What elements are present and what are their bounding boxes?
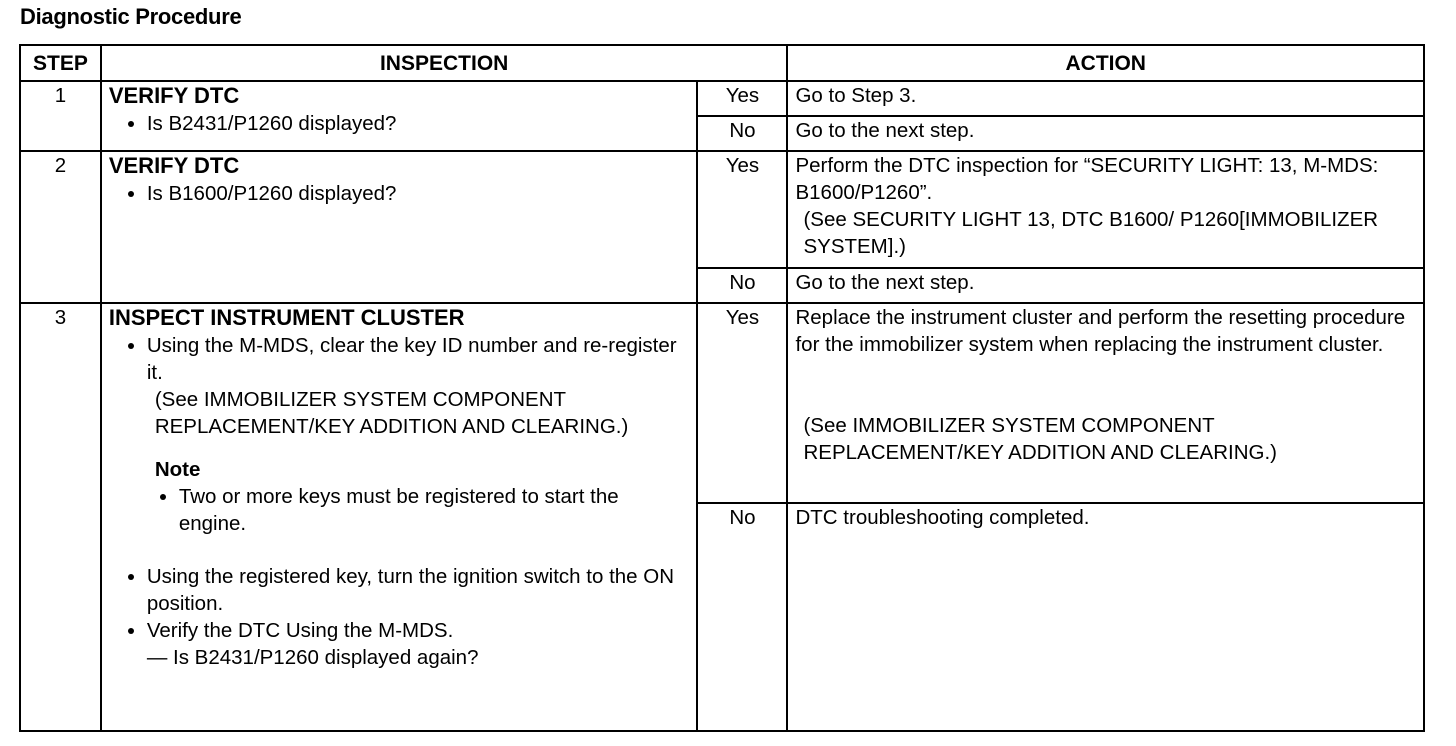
yes-label: Yes <box>697 151 787 268</box>
yes-action: Replace the instrument cluster and perform the resetting procedure for the immobilizer system when replacing the instrument cluster. <box>795 306 1406 356</box>
step-number: 3 <box>20 303 101 731</box>
no-label: No <box>697 503 787 731</box>
inspection-heading: INSPECT INSTRUMENT CLUSTER <box>108 305 465 330</box>
table-row <box>20 81 1424 116</box>
inspection-bullets <box>109 332 690 440</box>
yes-label: Yes <box>697 303 787 503</box>
bullet-text: Verify the DTC Using the M-MDS. <box>146 619 454 642</box>
note-bullets <box>109 483 690 537</box>
table-row <box>20 303 1424 503</box>
see-reference: (See IMMOBILIZER SYSTEM COMPONENT REPLACEMENT/KEY ADDITION AND CLEARING.) <box>803 414 1277 464</box>
header-row <box>20 45 1424 81</box>
inspection-bullets <box>109 563 690 671</box>
step-number: 1 <box>20 81 101 151</box>
no-action: Go to the next step. <box>787 116 1424 151</box>
inspection-heading: VERIFY DTC <box>108 83 240 108</box>
bullet-text: Using the M-MDS, clear the key ID number and re-register it. <box>146 334 677 384</box>
list-item: • Two or more keys must be registered to start the engine. <box>179 483 690 537</box>
inspection-bullets <box>109 110 690 137</box>
inspection-cell <box>101 303 698 731</box>
no-label: No <box>697 116 787 151</box>
list-item <box>147 332 690 440</box>
see-reference: (See IMMOBILIZER SYSTEM COMPONENT REPLACEMENT/KEY ADDITION AND CLEARING.) <box>154 388 629 438</box>
page-title: Diagnostic Procedure <box>20 4 242 29</box>
header-step: STEP <box>20 45 101 81</box>
table-row <box>20 151 1424 268</box>
yes-action-cell <box>787 151 1424 268</box>
diagnostic-table <box>19 44 1425 732</box>
list-item: • Using the registered key, turn the ignition switch to the ON position. <box>147 563 690 617</box>
yes-label: Yes <box>697 81 787 116</box>
inspection-bullets <box>109 180 690 207</box>
yes-action: Perform the DTC inspection for “SECURITY LIGHT: 13, M-MDS: B1600/P1260”. <box>795 154 1379 204</box>
inspection-heading: VERIFY DTC <box>108 153 240 178</box>
no-action: Go to the next step. <box>787 268 1424 303</box>
yes-action: Go to Step 3. <box>787 81 1424 116</box>
list-item: • Is B2431/P1260 displayed? <box>147 110 690 137</box>
inspection-cell <box>101 81 698 151</box>
see-reference: (See SECURITY LIGHT 13, DTC B1600/ P1260[IMMOBILIZER SYSTEM].) <box>803 208 1379 258</box>
step-number: 2 <box>20 151 101 303</box>
list-item <box>147 617 690 671</box>
list-item: • Is B1600/P1260 displayed? <box>147 180 690 207</box>
no-action: DTC troubleshooting completed. <box>787 503 1424 731</box>
note-label: Note <box>154 458 201 481</box>
question-text: — Is B2431/P1260 displayed again? <box>146 646 479 669</box>
yes-action-cell <box>787 303 1424 503</box>
no-label: No <box>697 268 787 303</box>
inspection-cell <box>101 151 698 303</box>
header-action: ACTION <box>787 45 1424 81</box>
header-inspection: INSPECTION <box>101 45 788 81</box>
